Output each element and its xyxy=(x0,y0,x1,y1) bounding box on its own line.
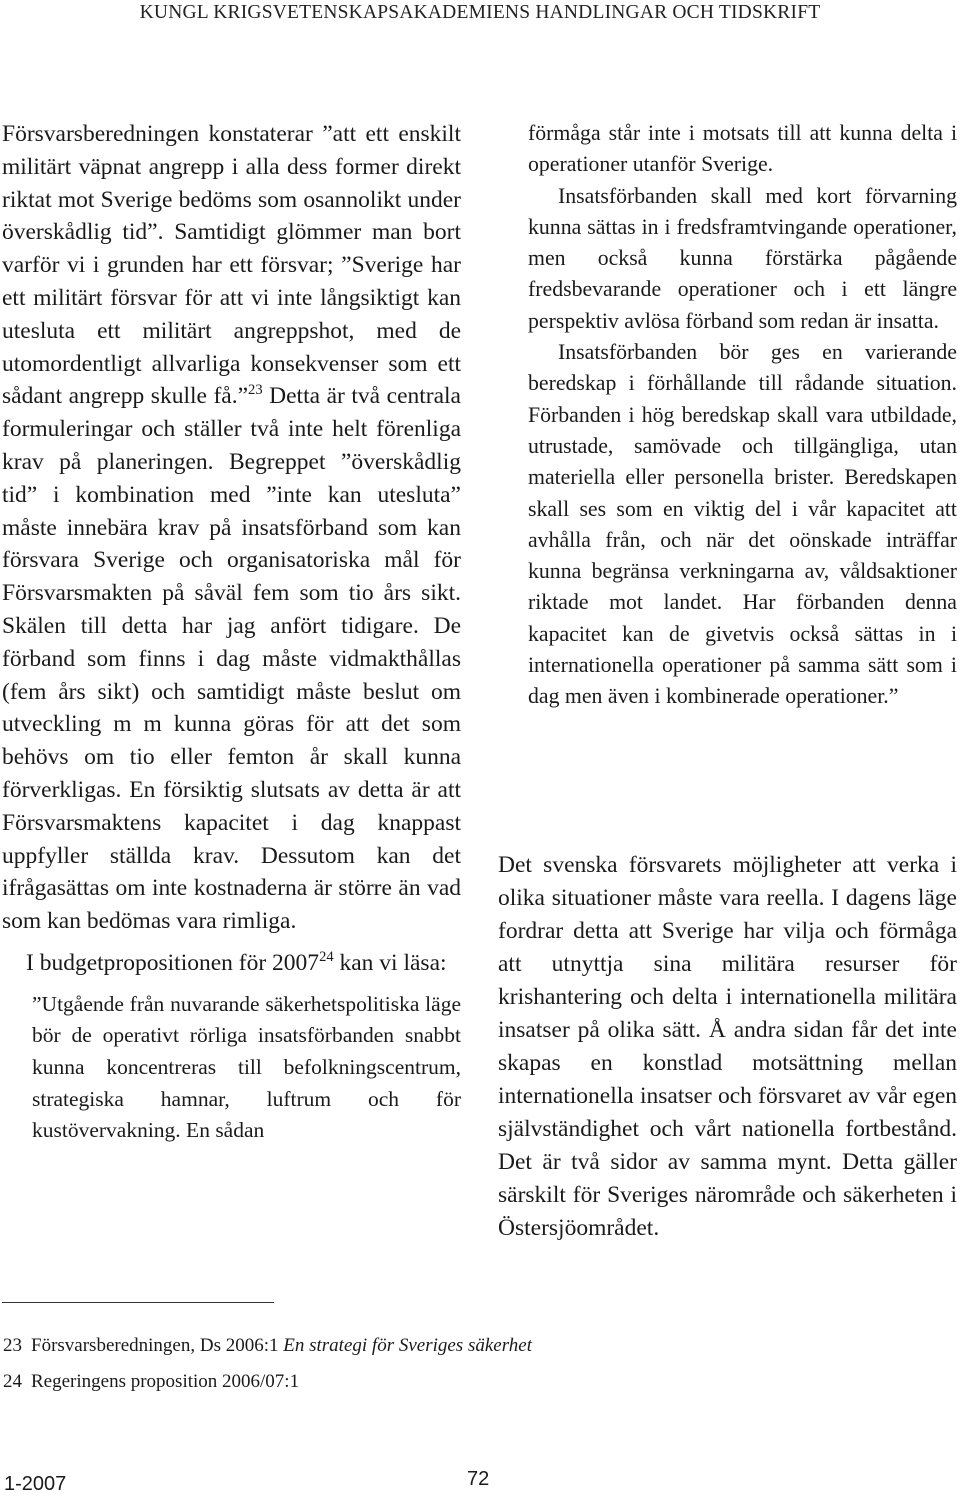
block-quote-start: ”Utgående från nuvarande säkerhetspolitiska läge bör de operativt rörliga insatsförbanden snabbt kunna koncentreras till befolkningscentrum, strategiska hamnar, luftrum och för kustövervakning. En sådan xyxy=(32,991,461,1143)
page-number: 72 xyxy=(467,1468,490,1490)
footnote-23 xyxy=(3,1334,532,1358)
paragraph-1 xyxy=(2,118,461,938)
paragraph-2-text: I budgetpropositionen för 2007 xyxy=(26,949,320,976)
footnote-ref-24: 24 xyxy=(319,949,334,966)
footnote-24 xyxy=(3,1370,299,1394)
footnote-ref-23: 23 xyxy=(248,382,263,399)
right-column-body xyxy=(498,849,957,1245)
paragraph-3: Det svenska försvarets möjligheter att verka i olika situationer måste vara reella. I dagens läge fordrar detta att Sverige har vilja och förmåga att utnyttja sina militära resurser för krishantering och delta i internationella militära insatser på olika sätt. Å andra sidan får det inte skapas en konstlad motsättning mellan internationella insatser och försvaret av vår egen självständighet och vårt nationella fortbestånd. Det är två sidor av samma mynt. Detta gäller särskilt för Sveriges närområde och säkerheten i Östersjöområdet. xyxy=(498,852,957,1241)
quote-paragraph-1: förmåga står inte i motsats till att kunna delta i operationer utanför Sverige. xyxy=(528,121,957,177)
issue-number: 1-2007 xyxy=(4,1473,67,1495)
footnote-number: 24 xyxy=(3,1371,22,1392)
footnote-number: 23 xyxy=(3,1335,22,1356)
quote-paragraph-3: Insatsförbanden bör ges en varierande beredskap i förhållande till rådande situation. Förbanden i hög beredskap skall vara utbildade, utrustade, samövade och tillgängliga, utan materiella eller personella brister. Beredskapen skall ses som en viktig del i vår kapacitet att avhålla från, och när det oönskade inträffar kunna begränsa verkningarna av, våldsaktioner riktade mot landet. Har förbanden denna kapacitet kan de givetvis också sättas in i internationella operationer på samma sätt som i dag men även i kombinerade operationer.” xyxy=(528,340,957,709)
paragraph-1-text-cont: Detta är två centrala formuleringar och ställer två inte helt förenliga krav på planeringen. Begreppet ”överskådlig tid” i kombination med ”inte kan utesluta” måste innebära krav på insatsförband som kan försvara Sverige och organisatoriska mål för Försvarsmakten på såväl fem som tio års sikt. Skälen till detta har jag anfört tidigare. De förband som finns i dag måste vidmakthållas (fem års sikt) och samtidigt måste beslut om utveckling m m kunna göras för att det som behövs om tio eller femton år skall kunna förverkligas. En försiktig slutsats av detta är att Försvarsmaktens kapacitet i dag knappast uppfyller ställda krav. Dessutom kan det ifrågasättas om inte kostnaderna är större än vad som kan bedömas vara rimliga. xyxy=(2,383,461,935)
paragraph-1-text: Försvarsberedningen konstaterar ”att ett enskilt militärt väpnat angrepp i alla dess former direkt riktat mot Sverige bedöms som osannolikt under överskådlig tid”. Samtidigt glömmer man bort varför vi i grunden har ett försvar; ”Sverige har ett militärt försvar för att vi inte långsiktigt kan utesluta ett militärt angreppshot, med de utomordentligt allvarliga konsekvenser som ett sådant angrepp skulle få.” xyxy=(2,121,461,410)
footnote-title: En strategi för Sveriges säkerhet xyxy=(283,1335,532,1356)
footnote-text: Försvarsberedningen, Ds 2006:1 xyxy=(31,1335,284,1356)
quote-paragraph-2: Insatsförbanden skall med kort förvarning kunna sättas in i fredsframtvingande operationer, men också kunna förstärka pågående fredsbevarande operationer och i ett längre perspektiv avlösa förband som redan är insatta. xyxy=(528,183,957,333)
paragraph-2 xyxy=(2,947,461,980)
journal-header: KUNGL KRIGSVETENSKAPSAKADEMIENS HANDLINGAR OCH TIDSKRIFT xyxy=(139,2,821,23)
left-column xyxy=(2,118,461,1147)
paragraph-2-text-cont: kan vi läsa: xyxy=(333,949,447,976)
footnote-divider xyxy=(2,1302,274,1303)
right-column-quote xyxy=(528,118,957,713)
footnote-text: Regeringens proposition 2006/07:1 xyxy=(31,1371,300,1392)
